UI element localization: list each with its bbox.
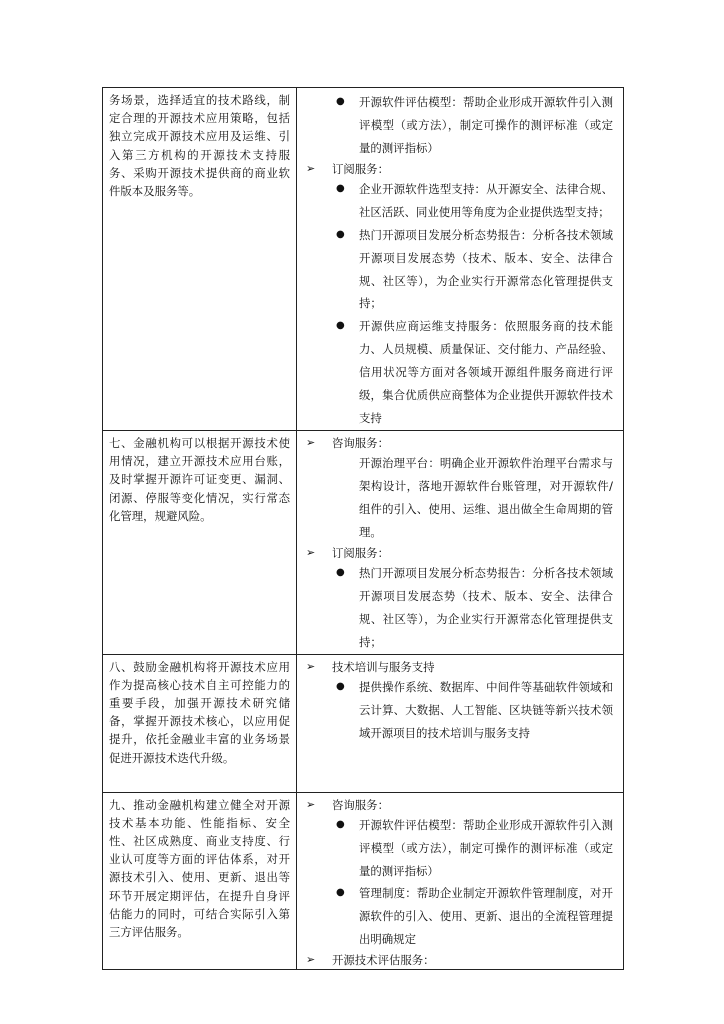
left-cell-text: 七、金融机构可以根据开源技术使用情况，建立开源技术应用台账，及时掌握开源许可证变更、漏洞、闭源、停服等变化情况，实行常态化管理，规避风险。 (109, 435, 290, 523)
section-heading: ➢ 订阅服务： (303, 160, 617, 178)
bullet-icon: ● (336, 182, 345, 194)
bullet-icon: ● (336, 96, 345, 107)
arrow-bullet-icon: ➢ (306, 953, 316, 967)
table-row (103, 792, 624, 970)
bullet-item: ● 企业开源软件选型支持：从开源安全、法律合规、社区活跃、同业使用等角度为企业提供选型支持； (303, 178, 617, 224)
bullet-icon: ● (336, 887, 345, 899)
left-cell (103, 792, 297, 970)
bullet-icon: ● (336, 320, 345, 332)
left-cell-text: 八、鼓励金融机构将开源技术应用作为提高核心技术自主可控能力的重要手段，加强开源技术研究储备，掌握开源技术核心，以应用促提升，依托金融业丰富的业务场景促进开源技术迭代升级。 (109, 659, 290, 765)
section-heading: ➢ 技术培训与服务支持 (303, 658, 617, 676)
bullet-icon: ● (336, 680, 345, 692)
section-paragraph: 开源治理平台：明确企业开源软件治理平台需求与架构设计，落地开源软件台账管理，对开源软件/组件的引入、使用、运维、退出做全生命周期的管理。 (359, 456, 613, 539)
bullet-item: ● 提供操作系统、数据库、中间件等基础软件领域和云计算、大数据、人工智能、区块链等新兴技术领域开源项目的技术培训与服务支持 (303, 676, 617, 745)
bullet-icon: ● (336, 228, 345, 240)
table-row (103, 654, 624, 792)
bullet-item: ● 开源软件评估模型：帮助企业形成开源软件引入测评模型（或方法），制定可操作的测评标准（或定量的测评指标） (303, 91, 617, 160)
right-cell (297, 88, 624, 431)
left-cell-text: 九、推动金融机构建立健全对开源技术基本功能、性能指标、安全性、社区成熟度、商业支持度、行业认可度等方面的评估体系，对开源技术引入、使用、更新、退出等环节开展定期评估，在提升自身评估能力的同时，可结合实际引入第三方评估服务。 (109, 797, 290, 939)
left-cell-text: 务场景，选择适宜的技术路线，制定合理的开源技术应用策略，包括独立完成开源技术应用及运维、引入第三方机构的开源技术支持服务、采购开源技术提供商的商业软件版本及服务等。 (109, 93, 290, 199)
left-cell (103, 88, 297, 431)
arrow-bullet-icon: ➢ (306, 659, 316, 673)
section-heading: ➢ 咨询服务： (303, 796, 617, 814)
section-heading: ➢ 开源技术评估服务： (303, 951, 617, 969)
left-cell (103, 430, 297, 654)
bullet-icon: ● (336, 818, 345, 830)
right-cell (297, 654, 624, 792)
bullet-item: ● 热门开源项目发展分析态势报告：分析各技术领域开源项目发展态势（技术、版本、安全、法律合规、社区等），为企业实行开源常态化管理提供支持； (303, 562, 617, 654)
right-cell (297, 792, 624, 970)
bullet-item: ● 热门开源项目发展分析态势报告：分析各技术领域开源项目发展态势（技术、版本、安全、法律合规、社区等），为企业实行开源常态化管理提供支持； (303, 224, 617, 316)
bullet-item: ● 开源软件评估模型：帮助企业形成开源软件引入测评模型（或方法），制定可操作的测评标准（或定量的测评指标） (303, 814, 617, 883)
bullet-item: ● 开源供应商运维支持服务：依照服务商的技术能力、人员规模、质量保证、交付能力、产品经验、信用状况等方面对各领域开源组件服务商进行评级，集合优质供应商整体为企业提供开源软件技术支持 (303, 315, 617, 430)
arrow-bullet-icon: ➢ (306, 161, 316, 175)
arrow-bullet-icon: ➢ (306, 797, 316, 811)
section-heading: ➢ 订阅服务： (303, 544, 617, 562)
table-row (103, 88, 624, 431)
service-table (102, 87, 624, 970)
arrow-bullet-icon: ➢ (306, 435, 316, 449)
bullet-icon: ● (336, 566, 345, 578)
section-heading: ➢ 咨询服务： (303, 434, 617, 452)
bullet-item: ● 管理制度：帮助企业制定开源软件管理制度，对开源软件的引入、使用、更新、退出的全流程管理提出明确规定 (303, 882, 617, 951)
left-cell (103, 654, 297, 792)
right-cell (297, 430, 624, 654)
table-row (103, 430, 624, 654)
arrow-bullet-icon: ➢ (306, 545, 316, 559)
